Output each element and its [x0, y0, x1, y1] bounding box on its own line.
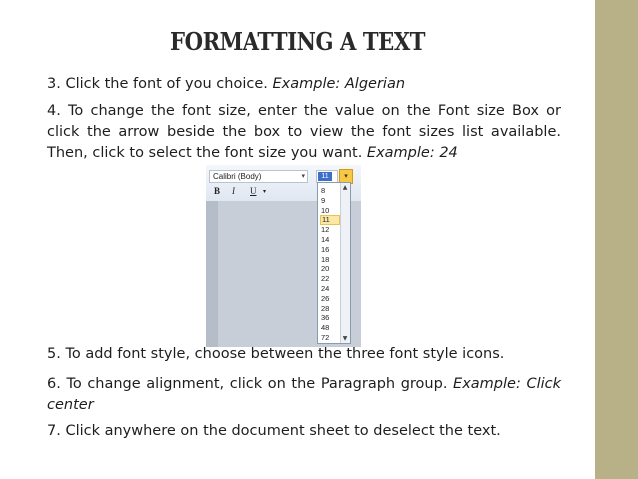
scroll-down-icon[interactable]: ▼: [342, 335, 348, 342]
font-size-option[interactable]: 11: [320, 215, 340, 225]
font-size-option[interactable]: 28: [321, 303, 330, 313]
chevron-down-icon[interactable]: ▾: [263, 189, 267, 195]
step-4-text: 4. To change the font size, enter the value on the Font size Box or click the arrow beside the box to view the font sizes list available. Then, click to select the font size you want.: [47, 103, 561, 161]
font-size-option[interactable]: 24: [321, 284, 330, 293]
step-3-example: Example: Algerian: [272, 76, 406, 92]
italic-button[interactable]: I: [232, 186, 235, 196]
font-size-option[interactable]: 10: [321, 205, 330, 215]
font-size-option[interactable]: 22: [321, 274, 330, 284]
font-name-value: Calibri (Body): [213, 172, 262, 181]
font-name-box[interactable]: [209, 170, 308, 183]
step-7-text: 7. Click anywhere on the document sheet to deselect the text.: [47, 423, 501, 439]
font-size-option[interactable]: 26: [321, 293, 330, 303]
font-size-option[interactable]: 18: [321, 254, 330, 264]
chevron-down-icon[interactable]: ▾: [301, 173, 305, 180]
step-7: [47, 421, 561, 442]
slide-title: FORMATTING A TEXT: [170, 27, 426, 56]
step-5: [47, 344, 561, 365]
underline-button[interactable]: U: [250, 186, 257, 196]
step-6: [47, 374, 561, 416]
font-size-option[interactable]: 20: [321, 264, 330, 274]
font-size-screenshot: [206, 165, 361, 347]
font-size-option[interactable]: 12: [321, 225, 330, 235]
document-margin: [206, 201, 218, 347]
step-4: [47, 101, 561, 164]
step-3: [47, 74, 561, 95]
scroll-up-icon[interactable]: ▲: [342, 184, 348, 191]
step-6-example: Example: Click center: [47, 376, 561, 413]
font-size-option[interactable]: 14: [321, 235, 330, 244]
step-3-text: 3. Click the font of you choice.: [47, 76, 273, 92]
font-size-option[interactable]: 9: [321, 195, 326, 205]
font-size-option[interactable]: 8: [321, 186, 326, 195]
slide-accent-bar: [595, 0, 638, 479]
font-size-option[interactable]: 48: [321, 323, 330, 333]
font-size-value: 11: [318, 172, 332, 181]
font-size-dropdown-button[interactable]: ▾: [339, 169, 353, 184]
step-4-example: Example: 24: [366, 145, 458, 161]
font-size-list[interactable]: [317, 182, 351, 344]
scrollbar[interactable]: [340, 183, 350, 343]
font-size-option[interactable]: 16: [321, 244, 330, 254]
font-size-option[interactable]: 36: [321, 313, 330, 323]
font-size-option[interactable]: 72: [321, 333, 330, 342]
step-5-text: 5. To add font style, choose between the three font style icons.: [47, 346, 505, 362]
step-6-text: 6. To change alignment, click on the Paragraph group.: [47, 376, 454, 392]
bold-button[interactable]: B: [214, 186, 221, 196]
